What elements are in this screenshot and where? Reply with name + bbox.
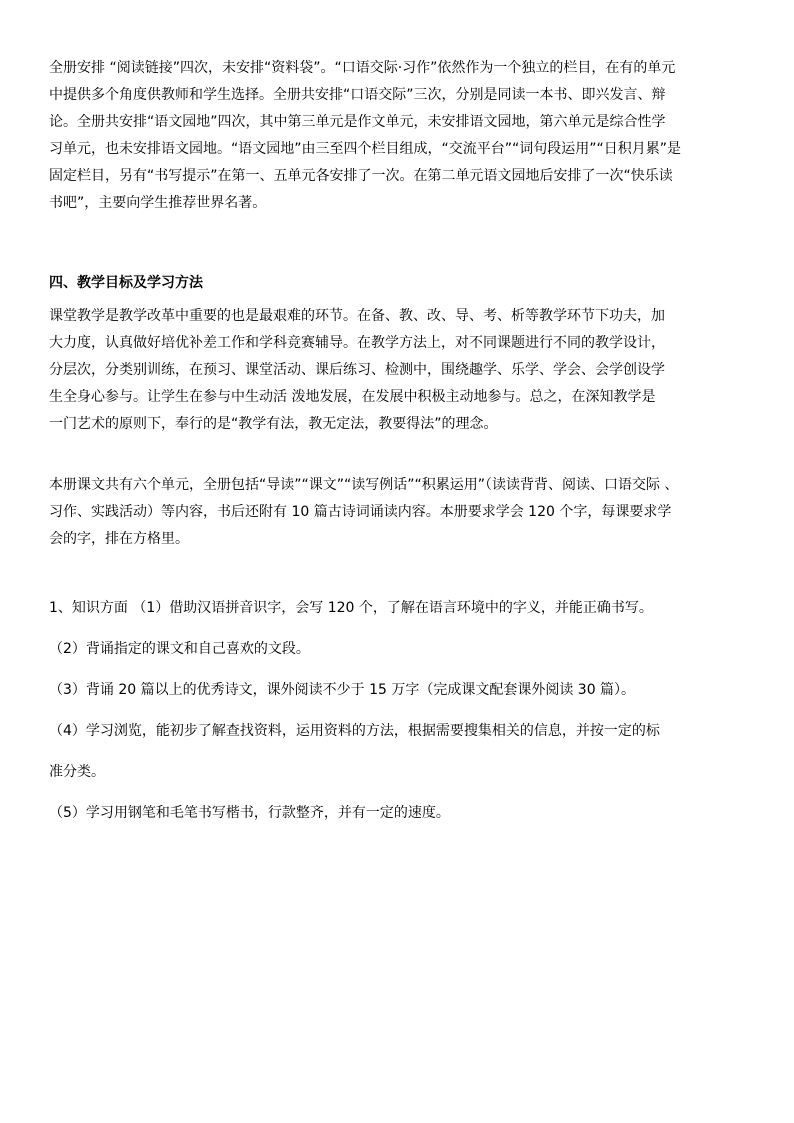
paragraph-arrangement bbox=[49, 55, 749, 217]
text-line: 分层次，分类别训练，在预习、课堂活动、课后练习、检测中，围绕趣学、乐学、学会、会学创设学 bbox=[49, 362, 665, 378]
paragraph-book-content bbox=[49, 472, 749, 553]
text-line: 书吧”，主要向学生推荐世界名著。 bbox=[49, 195, 267, 211]
text-line: 会的字，排在方格里。 bbox=[49, 531, 189, 547]
text-line: 习单元，也未安排语文园地。“语文园地”由三至四个栏目组成，“交流平台”“词句段运用”“日积月累”是 bbox=[49, 141, 682, 157]
goals-list bbox=[49, 595, 749, 828]
document-page bbox=[49, 55, 749, 828]
goal-item-2: （2）背诵指定的课文和自己喜欢的文段。 bbox=[49, 641, 310, 657]
goal-item-1: 1、知识方面 （1）借助汉语拼音识字，会写 120 个，了解在语言环境中的字义，并能正确书写。 bbox=[49, 600, 653, 616]
text-line: 大力度，认真做好培优补差工作和学科竞赛辅导。在教学方法上，对不同课题进行不同的教学设计， bbox=[49, 335, 665, 351]
spacer bbox=[49, 623, 749, 636]
goal-item-4-continued: 准分类。 bbox=[49, 764, 105, 780]
text-line: 习作、实践活动）等内容，书后还附有 10 篇古诗词诵读内容。本册要求学会 120 个字，每课要求学 bbox=[49, 504, 672, 520]
spacer bbox=[49, 553, 749, 595]
spacer bbox=[49, 217, 749, 270]
text-line: 论。全册共安排“语文园地”四次，其中第三单元是作文单元，未安排语文园地，第六单元是综合性学 bbox=[49, 114, 666, 130]
text-line: 固定栏目，另有“书写提示”在第一、五单元各安排了一次。在第二单元语文园地后安排了一次“快乐读 bbox=[49, 168, 673, 184]
text-line: 中提供多个角度供教师和学生选择。全册共安排“口语交际”三次，分别是同读一本书、即兴发言、辩 bbox=[49, 87, 666, 103]
spacer bbox=[49, 664, 749, 677]
text-line: 全册安排 “阅读链接”四次，未安排“资料袋”。“口语交际·习作”依然作为一个独立的栏目，在有的单元 bbox=[49, 60, 676, 76]
goal-item-4: （4）学习浏览，能初步了解查找资料，运用资料的方法，根据需要搜集相关的信息，并按一定的标 bbox=[49, 723, 660, 739]
spacer bbox=[49, 438, 749, 472]
text-line: 生全身心参与。让学生在参与中生动活 泼地发展，在发展中积极主动地参与。总之，在深知教学是 bbox=[49, 389, 656, 405]
text-line: 课堂教学是教学改革中重要的也是最艰难的环节。在备、教、改、导、考、析等教学环节下功夫，加 bbox=[49, 308, 665, 324]
goal-item-5: （5）学习用钢笔和毛笔书写楷书，行款整齐，并有一定的速度。 bbox=[49, 805, 450, 821]
spacer bbox=[49, 787, 749, 800]
text-line: 一门艺术的原则下，奉行的是“教学有法，教无定法，教要得法”的理念。 bbox=[49, 416, 498, 432]
paragraph-teaching-method bbox=[49, 303, 749, 438]
spacer bbox=[49, 746, 749, 759]
spacer bbox=[49, 705, 749, 718]
section-heading: 四、教学目标及学习方法 bbox=[49, 275, 203, 291]
text-line: 本册课文共有六个单元，全册包括“导读”“课文”“读写例话”“积累运用”（读读背背、阅读、口语交际 、 bbox=[49, 477, 679, 493]
goal-item-3: （3）背诵 20 篇以上的优秀诗文，课外阅读不少于 15 万字（完成课文配套课外阅读 30 篇）。 bbox=[49, 682, 636, 698]
